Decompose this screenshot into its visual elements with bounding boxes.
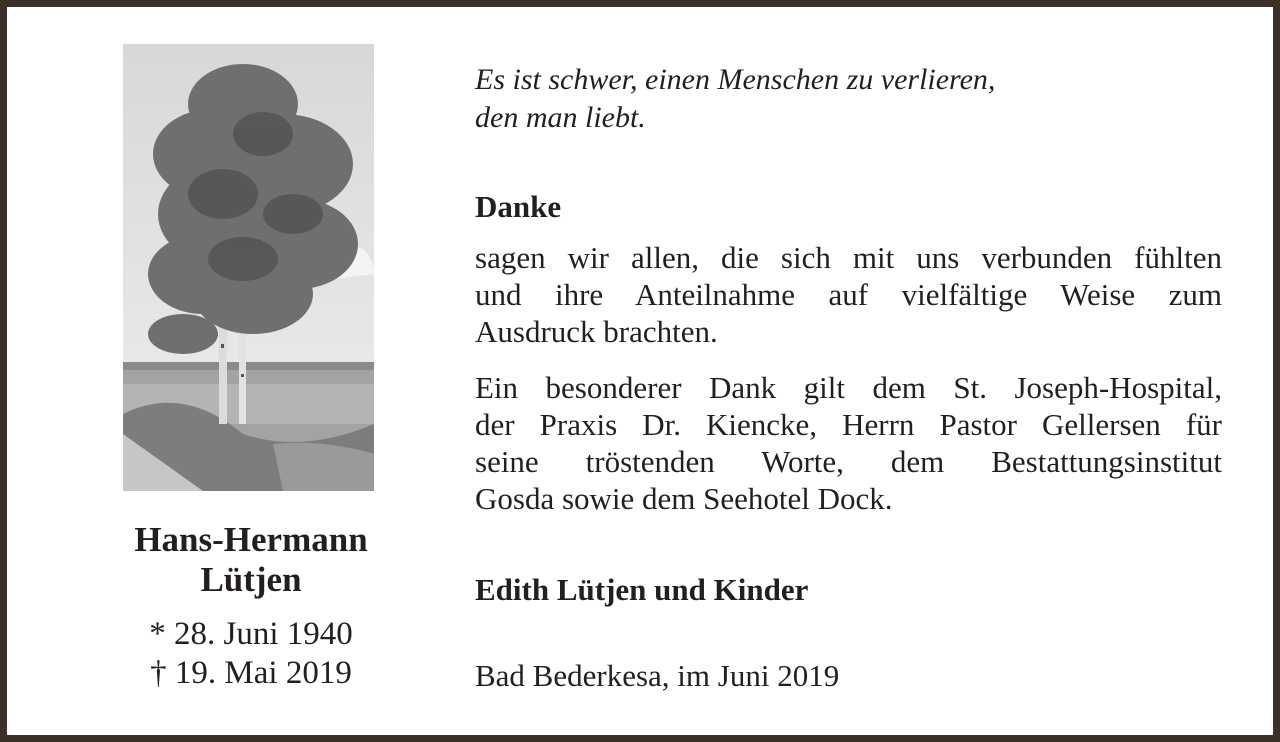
paragraph-line: der Praxis Dr. Kiencke, Herrn Pastor Gellersen für: [475, 407, 1222, 442]
quote-line: den man liebt.: [475, 101, 646, 134]
family-signature: Edith Lütjen und Kinder: [475, 572, 809, 607]
thanks-paragraph-special: [475, 369, 1222, 517]
memorial-quote: [475, 61, 995, 137]
paragraph-line: Gosda sowie dem Seehotel Dock.: [475, 481, 893, 516]
paragraph-line: Ein besonderer Dank gilt dem St. Joseph-Hospital,: [475, 370, 1222, 405]
birch-tree-photo: [123, 44, 374, 491]
paragraph-line: und ihre Anteilnahme auf vielfältige Weise zum: [475, 277, 1222, 312]
quote-line: Es ist schwer, einen Menschen zu verlieren,: [475, 63, 996, 96]
paragraph-line: sagen wir allen, die sich mit uns verbunden fühlten: [475, 240, 1222, 275]
death-date: † 19. Mai 2019: [150, 655, 352, 691]
birth-date: * 28. Juni 1940: [149, 616, 353, 652]
place-and-date: Bad Bederkesa, im Juni 2019: [475, 658, 840, 693]
paragraph-line: Ausdruck brachten.: [475, 314, 718, 349]
paragraph-line: seine tröstenden Worte, dem Bestattungsinstitut: [475, 444, 1222, 479]
deceased-last-name: Lütjen: [200, 560, 302, 599]
deceased-first-name: Hans-Hermann: [134, 520, 368, 559]
thanks-heading: Danke: [475, 189, 562, 224]
thanks-paragraph-general: [475, 239, 1222, 350]
